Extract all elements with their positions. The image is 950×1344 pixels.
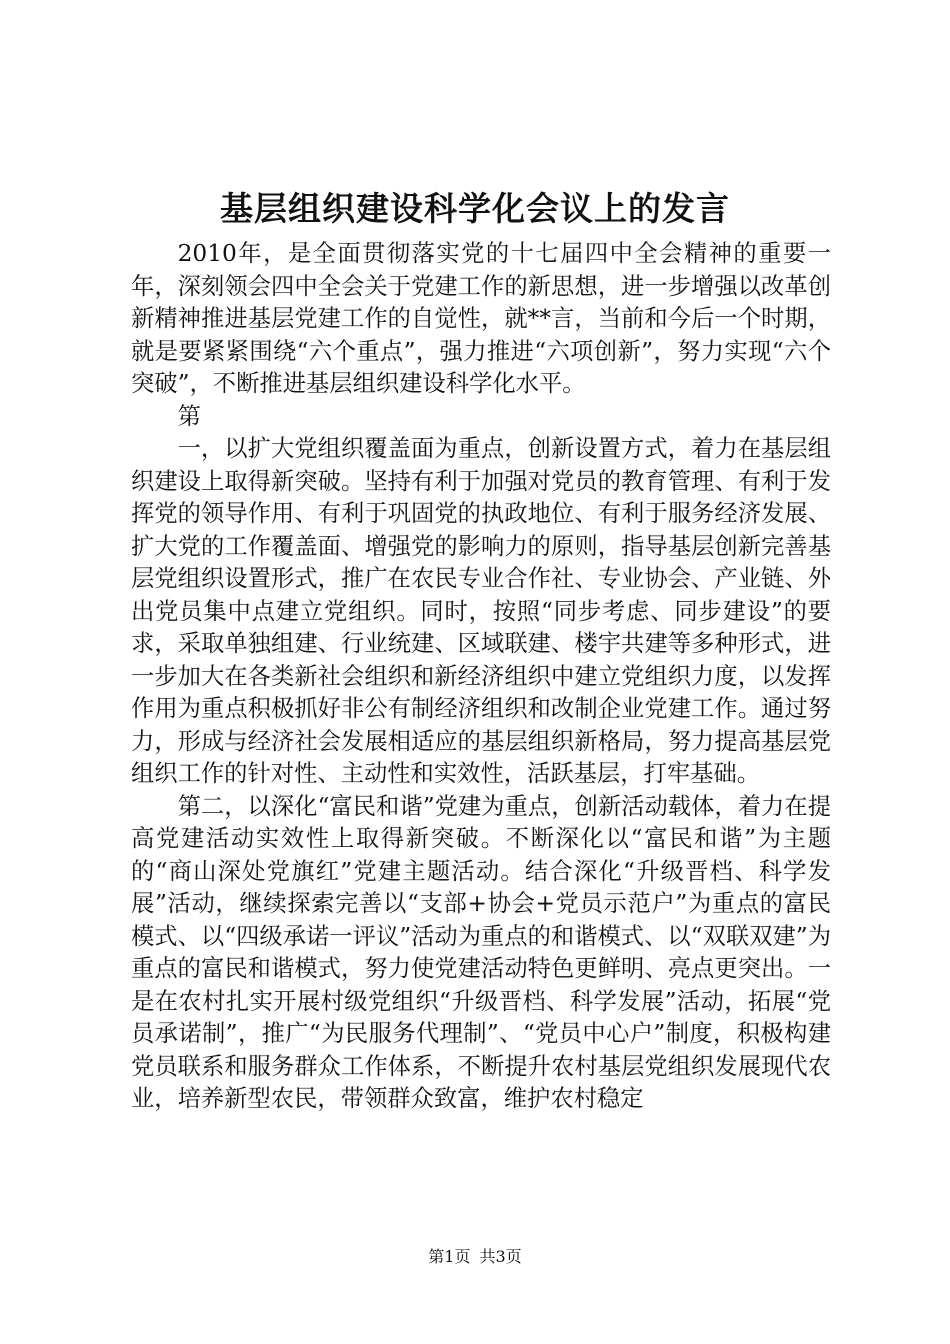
paragraph-ordinal-fragment: 第: [177, 402, 201, 430]
document-body: [131, 238, 831, 1116]
paragraph-intro: 2010年，是全面贯彻落实党的十七届四中全会精神的重要一年，深刻领会四中全会关于党建工作的新思想，进一步增强以改革创新精神推进基层党建工作的自觉性，就**言，当前和今后一个时期，就是要紧紧围绕“六个重点”，强力推进“六项创新”，努力实现“六个突破”，不断推进基层组织建设科学化水平。: [131, 240, 831, 397]
page-footer: 第1页 共3页: [428, 1247, 522, 1266]
document-title: 基层组织建设科学化会议上的发言: [220, 189, 730, 228]
paragraph-second-point: 第二，以深化“富民和谐”党建为重点，创新活动载体，着力在提高党建活动实效性上取得新突破。不断深化以“富民和谐”为主题的“商山深处党旗红”党建主题活动。结合深化“升级晋档、科学发展”活动，继续探索完善以“支部+协会+党员示范户”为重点的富民模式、以“四级承诺一评议”活动为重点的和谐模式、以“双联双建”为重点的富民和谐模式，努力使党建活动特色更鲜明、亮点更突出。一是在农村扎实开展村级党组织“升级晋档、科学发展”活动，拓展“党员承诺制”，推广“为民服务代理制”、“党员中心户”制度，积极构建党员联系和服务群众工作体系，不断提升农村基层党组织发展现代农业，培养新型农民，带领群众致富，维护农村稳定: [131, 792, 831, 1112]
paragraph-first-point: 一，以扩大党组织覆盖面为重点，创新设置方式，着力在基层组织建设上取得新突破。坚持有利于加强对党员的教育管理、有利于发挥党的领导作用、有利于巩固党的执政地位、有利于服务经济发展、扩大党的工作覆盖面、增强党的影响力的原则，指导基层创新完善基层党组织设置形式，推广在农民专业合作社、专业协会、产业链、外出党员集中点建立党组织。同时，按照“同步考虑、同步建设”的要求，采取单独组建、行业统建、区域联建、楼宇共建等多种形式，进一步加大在各类新社会组织和新经济组织中建立党组织力度，以发挥作用为重点积极抓好非公有制经济组织和改制企业党建工作。通过努力，形成与经济社会发展相适应的基层组织新格局，努力提高基层党组织工作的针对性、主动性和实效性，活跃基层，打牢基础。: [131, 435, 831, 787]
